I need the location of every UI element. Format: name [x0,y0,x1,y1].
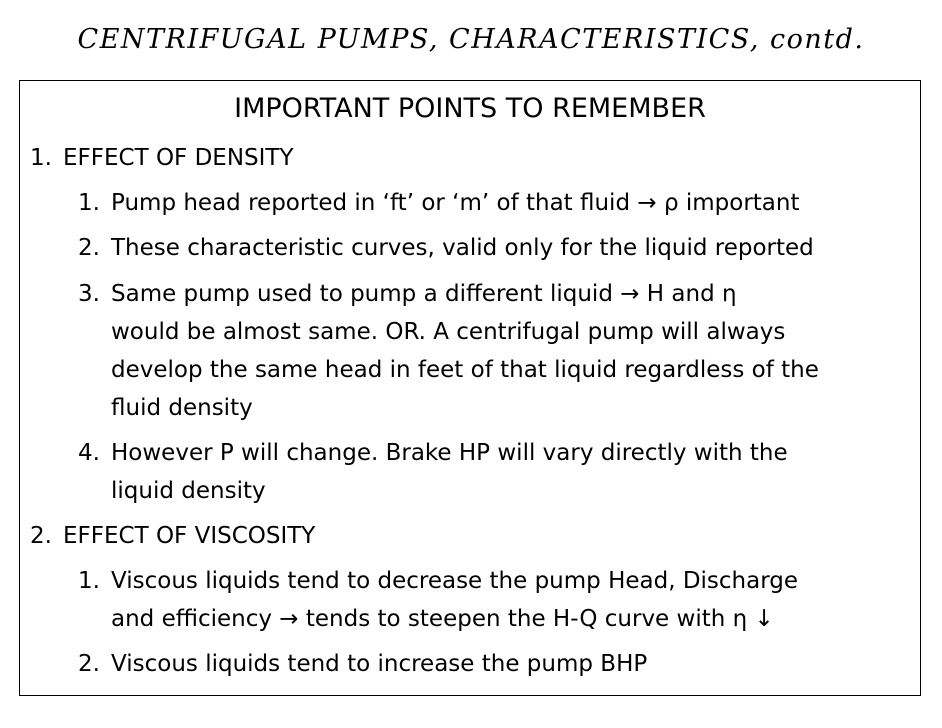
item-text: fluid density [111,395,253,421]
key-points-box [19,80,921,696]
item-text: However P will change. Brake HP will vary directly with the [111,440,788,466]
item-number: 2. [78,651,100,677]
item-text: Pump head reported in ‘ft’ or ‘m’ of that fluid → ρ important [111,190,800,216]
section-number: 2. [30,523,52,549]
item-text: Viscous liquids tend to decrease the pump Head, Discharge [111,568,799,594]
item-text: would be almost same. OR. A centrifugal pump will always [111,319,786,345]
item-text: These characteristic curves, valid only for the liquid reported [111,235,814,261]
item-text: Viscous liquids tend to increase the pump BHP [111,651,648,677]
item-number: 3. [78,281,100,307]
section-title: EFFECT OF DENSITY [63,145,294,171]
item-text: and efficiency → tends to steepen the H-Q curve with η ↓ [111,606,774,632]
item-number: 2. [78,235,100,261]
item-number: 1. [78,568,100,594]
box-heading: IMPORTANT POINTS TO REMEMBER [234,93,706,124]
item-text: develop the same head in feet of that liquid regardless of the [111,357,819,383]
item-number: 4. [78,440,100,466]
section-title: EFFECT OF VISCOSITY [63,523,316,549]
slide-title: CENTRIFUGAL PUMPS, CHARACTERISTICS, contd. [77,24,865,55]
item-number: 1. [78,190,100,216]
item-text: liquid density [111,478,266,504]
section-number: 1. [30,145,52,171]
item-text: Same pump used to pump a different liquid → H and η [111,281,737,307]
